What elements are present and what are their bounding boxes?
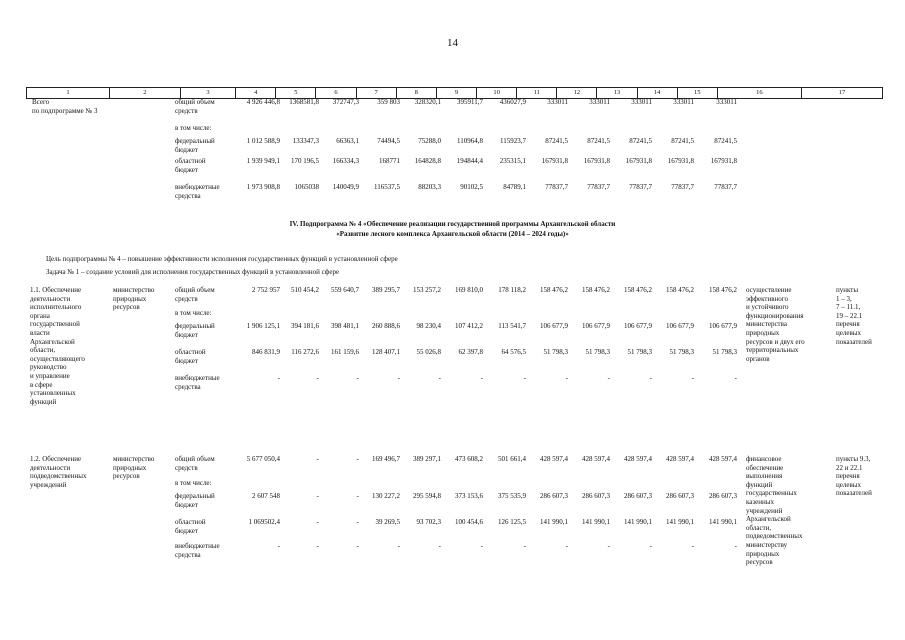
amount-cell: 169 496,7 <box>372 455 400 463</box>
amount-cell: 372747,3 <box>332 98 359 106</box>
amount-cell: 394 181,6 <box>291 322 319 330</box>
amount-cell: 87241,5 <box>629 137 652 145</box>
amount-cell: - <box>565 542 568 550</box>
amount-cell: - <box>691 374 694 382</box>
section-title-line-2: «Развитие лесного комплекса Архангельской области (2014 – 2024 годы)» <box>336 230 569 238</box>
funding-source-label: внебюджетные средства <box>175 542 220 559</box>
amount-cell: 286 607,3 <box>624 492 652 500</box>
amount-cell: 501 661,4 <box>498 455 526 463</box>
funding-source-label: внебюджетные средства <box>175 374 220 391</box>
amount-cell: 286 607,3 <box>709 492 737 500</box>
amount-cell: - <box>438 374 441 382</box>
amount-cell: 436027,9 <box>499 98 526 106</box>
funding-source-label: в том числе: <box>175 309 212 317</box>
amount-cell: - <box>649 374 652 382</box>
amount-cell: 4 926 446,8 <box>246 98 280 106</box>
amount-cell: - <box>438 542 441 550</box>
amount-cell: 106 677,9 <box>709 322 737 330</box>
section-title-line-1: IV. Подпрограмма № 4 «Обеспечение реализации государственной программы Архангельской области <box>289 220 616 228</box>
amount-cell: 1368581,8 <box>289 98 319 106</box>
amount-cell: 51 798,3 <box>627 348 652 356</box>
column-header-6: 6 <box>315 88 355 98</box>
amount-cell: 428 597,4 <box>666 455 694 463</box>
amount-cell: 846 831,9 <box>252 348 280 356</box>
amount-cell: 333011 <box>589 98 610 106</box>
amount-cell: 106 677,9 <box>540 322 568 330</box>
item-1-indicators: пункты 1 – 3, 7 – 11.1, 19 – 22.1 перечня целевых показателей <box>836 286 872 346</box>
funding-source-label: областной бюджет <box>175 518 206 535</box>
funding-source-label: федеральный бюджет <box>175 492 215 509</box>
amount-cell: - <box>523 542 526 550</box>
amount-cell: 1065038 <box>294 183 319 191</box>
amount-cell: - <box>523 374 526 382</box>
amount-cell: 74494,5 <box>377 137 400 145</box>
amount-cell: - <box>356 542 359 550</box>
amount-cell: 428 597,4 <box>709 455 737 463</box>
amount-cell: 178 118,2 <box>498 286 526 294</box>
amount-cell: 1 973 908,8 <box>246 183 280 191</box>
funding-source-label: внебюджетные средства <box>175 183 220 200</box>
amount-cell: - <box>356 492 359 500</box>
column-header-16: 16 <box>717 88 801 98</box>
amount-cell: 87241,5 <box>671 137 694 145</box>
item-1-title: 1.1. Обеспечение деятельности исполнительного органа государственной власти Архангельской области, осуществляющего руководство и управление в сфере установленных функций <box>30 286 85 406</box>
amount-cell: 133347,3 <box>292 137 319 145</box>
amount-cell: 141 990,1 <box>540 518 568 526</box>
amount-cell: 51 798,3 <box>669 348 694 356</box>
amount-cell: 559 640,7 <box>331 286 359 294</box>
amount-cell: - <box>691 542 694 550</box>
subprogram-goal: Цель подпрограммы № 4 – повышение эффективности исполнения государственных функций в установленной сфере <box>46 255 398 263</box>
amount-cell: 428 597,4 <box>582 455 610 463</box>
amount-cell: 260 888,6 <box>372 322 400 330</box>
amount-cell: - <box>316 492 319 500</box>
amount-cell: 286 607,3 <box>540 492 568 500</box>
item-1-result: осуществление эффективного и устойчивого функционирования министерства природных ресурсов и двух его территориальных органов <box>746 286 805 363</box>
amount-cell: 169 810,0 <box>455 286 483 294</box>
amount-cell: 130 227,2 <box>372 492 400 500</box>
amount-cell: 395911,7 <box>457 98 483 106</box>
amount-cell: 126 125,5 <box>498 518 526 526</box>
amount-cell: 100 454,6 <box>455 518 483 526</box>
amount-cell: 158 476,2 <box>624 286 652 294</box>
amount-cell: - <box>316 518 319 526</box>
amount-cell: 333011 <box>631 98 652 106</box>
amount-cell: 1 069502,4 <box>248 518 280 526</box>
amount-cell: 106 677,9 <box>666 322 694 330</box>
amount-cell: 328320,1 <box>414 98 441 106</box>
amount-cell: 107 412,2 <box>455 322 483 330</box>
amount-cell: 106 677,9 <box>624 322 652 330</box>
amount-cell: 167931,8 <box>710 157 737 165</box>
item-2-indicators: пункты 9.3, 22 и 22.1 перечня целевых показателей <box>836 455 872 498</box>
column-header-7: 7 <box>356 88 396 98</box>
amount-cell: 116 272,6 <box>291 348 319 356</box>
amount-cell: 398 481,1 <box>331 322 359 330</box>
amount-cell: - <box>607 542 610 550</box>
amount-cell: - <box>480 542 483 550</box>
amount-cell: 194844,4 <box>456 157 483 165</box>
amount-cell: 51 798,3 <box>585 348 610 356</box>
amount-cell: 373 153,6 <box>455 492 483 500</box>
amount-cell: 166334,3 <box>332 157 359 165</box>
column-header-4: 4 <box>235 88 275 98</box>
amount-cell: 375 535,9 <box>498 492 526 500</box>
amount-cell: 1 906 125,1 <box>246 322 280 330</box>
amount-cell: 75288,0 <box>418 137 441 145</box>
amount-cell: 161 159,6 <box>331 348 359 356</box>
amount-cell: 2 607 548 <box>252 492 280 500</box>
amount-cell: 286 607,3 <box>666 492 694 500</box>
column-header-14: 14 <box>637 88 677 98</box>
amount-cell: - <box>356 518 359 526</box>
column-header-17: 17 <box>801 88 882 98</box>
amount-cell: 510 454,2 <box>291 286 319 294</box>
amount-cell: 158 476,2 <box>540 286 568 294</box>
amount-cell: - <box>316 455 319 463</box>
amount-cell: 141 990,1 <box>624 518 652 526</box>
amount-cell: 64 576,5 <box>501 348 526 356</box>
amount-cell: 5 677 050,4 <box>246 455 280 463</box>
column-header-11: 11 <box>516 88 556 98</box>
amount-cell: 473 608,2 <box>455 455 483 463</box>
amount-cell: - <box>356 374 359 382</box>
amount-cell: 333011 <box>547 98 568 106</box>
amount-cell: - <box>277 374 280 382</box>
amount-cell: 158 476,2 <box>582 286 610 294</box>
amount-cell: 167931,8 <box>625 157 652 165</box>
amount-cell: 167931,8 <box>541 157 568 165</box>
amount-cell: 428 597,4 <box>624 455 652 463</box>
amount-cell: 141 990,1 <box>582 518 610 526</box>
amount-cell: 87241,5 <box>714 137 737 145</box>
amount-cell: 39 269,5 <box>375 518 400 526</box>
amount-cell: 110964,8 <box>457 137 483 145</box>
amount-cell: 77837,7 <box>629 183 652 191</box>
amount-cell: 333011 <box>673 98 694 106</box>
amount-cell: - <box>277 542 280 550</box>
amount-cell: 93 702,3 <box>416 518 441 526</box>
amount-cell: 77837,7 <box>545 183 568 191</box>
amount-cell: - <box>397 542 400 550</box>
amount-cell: 106 677,9 <box>582 322 610 330</box>
amount-cell: 77837,7 <box>671 183 694 191</box>
amount-cell: 113 541,7 <box>498 322 526 330</box>
funding-source-label: в том числе: <box>175 124 212 132</box>
column-header-8: 8 <box>396 88 436 98</box>
amount-cell: - <box>316 542 319 550</box>
amount-cell: 164828,8 <box>414 157 441 165</box>
amount-cell: 389 297,1 <box>413 455 441 463</box>
item-2-title: 1.2. Обеспечение деятельности подведомственных учреждений <box>30 455 87 489</box>
amount-cell: 84789,1 <box>503 183 526 191</box>
funding-source-label: общий объем средств <box>175 455 215 472</box>
item-2-result: финансовое обеспечение выполнения функций государственных казенных учреждений Архангельской области, подведомственных министерству природных ресурсов <box>746 455 803 567</box>
amount-cell: 55 026,8 <box>416 348 441 356</box>
amount-cell: 389 295,7 <box>372 286 400 294</box>
amount-cell: 98 230,4 <box>416 322 441 330</box>
column-header-12: 12 <box>556 88 596 98</box>
amount-cell: - <box>356 455 359 463</box>
amount-cell: 168771 <box>379 157 400 165</box>
total-label: Всего по подпрограмме № 3 <box>32 98 98 115</box>
item-2-executor: министерство природных ресурсов <box>113 455 155 481</box>
amount-cell: 141 990,1 <box>709 518 737 526</box>
funding-source-label: общий объем средств <box>175 98 215 115</box>
column-header-9: 9 <box>436 88 476 98</box>
column-header-2: 2 <box>109 88 180 98</box>
amount-cell: 115923,7 <box>500 137 526 145</box>
amount-cell: 286 607,3 <box>582 492 610 500</box>
amount-cell: - <box>397 374 400 382</box>
column-header-3: 3 <box>180 88 235 98</box>
column-header-5: 5 <box>275 88 315 98</box>
column-header-10: 10 <box>476 88 516 98</box>
amount-cell: 116537,5 <box>374 183 400 191</box>
amount-cell: 153 257,2 <box>413 286 441 294</box>
amount-cell: 51 798,3 <box>543 348 568 356</box>
amount-cell: 428 597,4 <box>540 455 568 463</box>
amount-cell: 333011 <box>716 98 737 106</box>
amount-cell: 141 990,1 <box>666 518 694 526</box>
amount-cell: 87241,5 <box>545 137 568 145</box>
funding-source-label: областной бюджет <box>175 348 206 365</box>
amount-cell: - <box>734 374 737 382</box>
amount-cell: 128 407,1 <box>372 348 400 356</box>
column-header-13: 13 <box>596 88 636 98</box>
amount-cell: 167931,8 <box>667 157 694 165</box>
amount-cell: 295 594,8 <box>413 492 441 500</box>
amount-cell: 77837,7 <box>587 183 610 191</box>
amount-cell: - <box>565 374 568 382</box>
amount-cell: 87241,5 <box>587 137 610 145</box>
funding-source-label: в том числе: <box>175 479 212 487</box>
amount-cell: 62 397,8 <box>458 348 483 356</box>
amount-cell: - <box>480 374 483 382</box>
item-1-executor: министерство природных ресурсов <box>113 286 155 312</box>
column-header-1: 1 <box>66 89 70 96</box>
amount-cell: 158 476,2 <box>709 286 737 294</box>
amount-cell: 66363,1 <box>336 137 359 145</box>
amount-cell: 51 798,3 <box>712 348 737 356</box>
funding-source-label: областной бюджет <box>175 157 206 174</box>
amount-cell: 1 939 949,1 <box>246 157 280 165</box>
amount-cell: 90102,5 <box>460 183 483 191</box>
amount-cell: 170 196,5 <box>291 157 319 165</box>
amount-cell: - <box>649 542 652 550</box>
amount-cell: 235315,1 <box>499 157 526 165</box>
amount-cell: 158 476,2 <box>666 286 694 294</box>
funding-source-label: федеральный бюджет <box>175 322 215 339</box>
amount-cell: 88203,3 <box>418 183 441 191</box>
column-header-15: 15 <box>677 88 717 98</box>
funding-source-label: общий объем средств <box>175 286 215 303</box>
page-number: 14 <box>447 37 458 49</box>
amount-cell: - <box>734 542 737 550</box>
amount-cell: 359 803 <box>377 98 400 106</box>
amount-cell: 167931,8 <box>583 157 610 165</box>
amount-cell: - <box>316 374 319 382</box>
amount-cell: - <box>607 374 610 382</box>
amount-cell: 140049,9 <box>332 183 359 191</box>
amount-cell: 77837,7 <box>714 183 737 191</box>
funding-source-label: федеральный бюджет <box>175 137 215 154</box>
amount-cell: 2 752 957 <box>252 286 280 294</box>
task-1: Задача № 1 – создание условий для исполнения государственных функций в установленной сфере <box>46 268 340 276</box>
amount-cell: 1 012 588,9 <box>246 137 280 145</box>
